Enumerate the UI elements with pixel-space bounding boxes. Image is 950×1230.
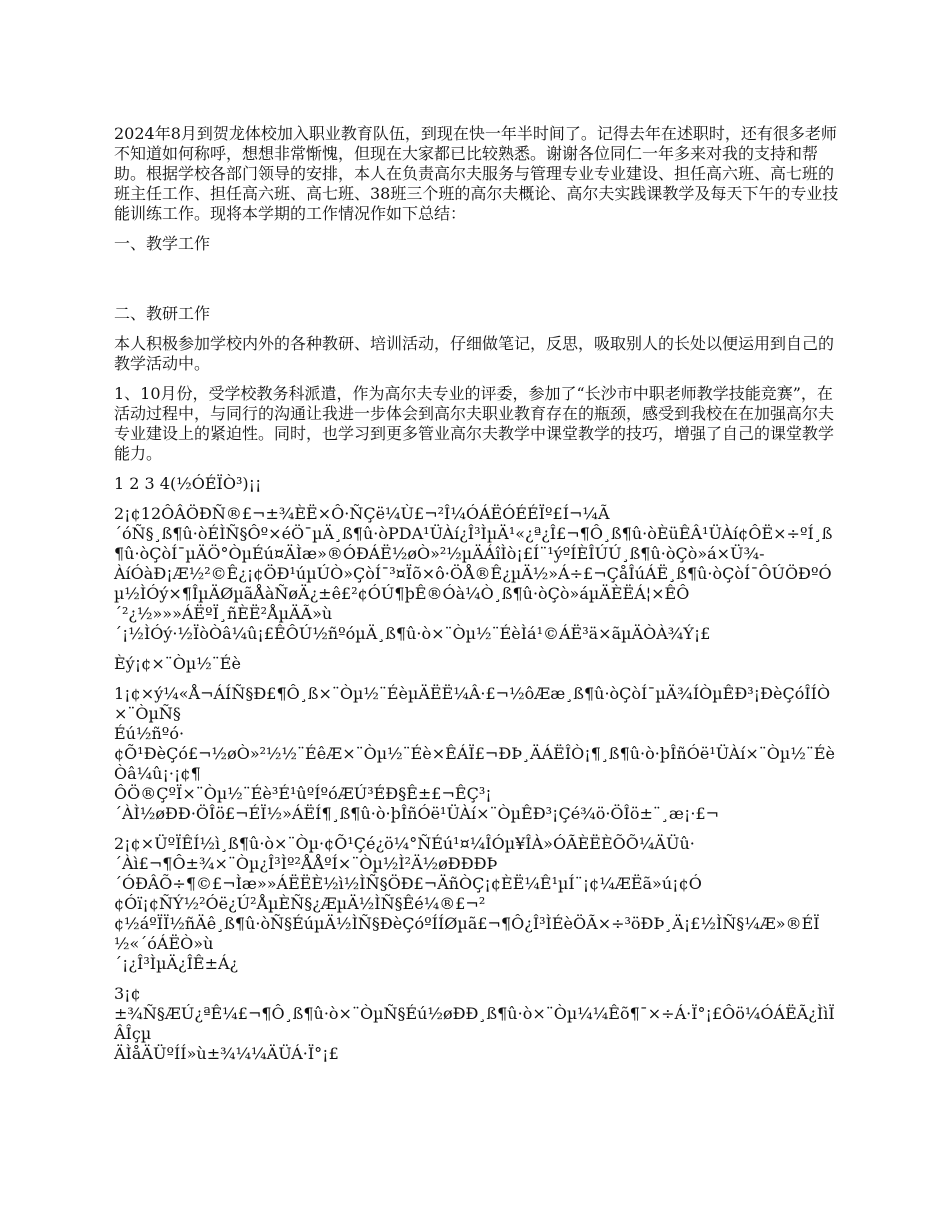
research-paragraph: 本人积极参加学校内外的各种教研、培训活动，仔细做笔记，反思，吸取别人的长处以便运用到自己的教学活动中。	[114, 334, 835, 373]
section-heading-research: 二、教研工作	[114, 304, 211, 323]
section-heading-teaching: 一、教学工作	[114, 234, 211, 253]
garbled-paragraph-3: 2¡¢×ÜºÏÊÍ½ì¸ß¶û·ò×¨Òµ·¢Õ¹Çé¿ö¼°ÑÉú¹¤¼ÎÓµ¥ÎÀ»ÓÃÈËÈÕÕ¼ÄÜû· ´Àì£¬¶Ô±¾×¨Òµ¿Î³Ìº²ÅÅºÍ×¨Òµ½Ì²Ä½øÐÐÐÞ ´ÓÐÂÕ÷¶©£¬Ìæ»»ÁËËÈ½ì½ÌÑ§ÖÐ£¬ÄñÒÇ¡¢ÈË¼Ê¹µÍ¨¡¢¼ÆËã»ú¡¢Ó ¢Óï¡¢ÑÝ½²Óë¿Ú²ÅµÈÑ§¿ÆµÄ½ÌÑ§Êé¼®£¬² ¢½áºÏÏ½ñÄê¸ß¶û·òÑ§ÉúµÄ½ÌÑ§ÐèÇóºÍÍØµã£¬¶Ô¿Î³ÌÉèÖÃ×÷³öÐÞ¸Ä¡£½ÌÑ§¼Æ»®ÉÏ½«´óÁËÒ»ù ´¡¿Î³ÌµÄ¿ÎÊ±Á¿	[114, 834, 820, 973]
garbled-heading: Èý¡¢×¨Òµ½¨Éè	[114, 654, 241, 673]
garbled-paragraph-2: 1¡¢×ý¼«Å¬ÁÍÑ§Ð£¶Ô¸ß×¨Òµ½¨ÉèµÄËË¼Â·£¬½ôÆæ¸ß¶û·òÇòÍ¯µÄ¾ÍÒµÊÐ³¡ÐèÇóÎÍÒ×¨ÒµÑ§ Éú½ñºó· ¢Õ¹ÐèÇó£¬½øÒ»²½½¨ÉêÆ×¨Òµ½¨Éè×ÊÁÏ£¬ÐÞ¸ÄÁËÎÒ¡¶¸ß¶û·ò·þÎñÓë¹ÜÀí×¨Òµ½¨ÉèÒâ¼û¡·¡¢¶ ÔÖ®ÇºÏ×¨Òµ½¨Éè³É¹ûºÍºóÆÚ³ÉÐ§Ê±£¬ÊÇ³¡ ´ÀÌ½øÐÐ·ÖÎö£¬ÉÏ½»ÁËÍ¶¸ß¶û·ò·þÎñÓë¹ÜÀí×¨ÒµÊÐ³¡Çé¾ö·ÖÎö±¨¸æ¡·£¬	[114, 684, 835, 823]
page-continuation-line: 1 2 3 4(½ÓÉÏÒ³)¡¡	[114, 474, 262, 493]
competition-paragraph: 1、10月份，受学校教务科派遣，作为高尔夫专业的评委，参加了“长沙市中职老师教学技能竞赛”，在活动过程中，与同行的沟通让我进一步体会到高尔夫职业教育存在的瓶颈，感受到我校在在加强高尔夫专业建设上的紧迫性。同时，也学习到更多管业高尔夫教学中课堂教学的技巧，增强了自己的课堂教学能力。	[114, 384, 835, 463]
garbled-paragraph-1: 2¡¢12ÔÂÖÐÑ®£¬±¾ÈË×Ô·ÑÇë¼Ù£¬²Î¼ÓÁËÓÉÉÏº£Í¬¼Ã ´óÑ§¸ß¶û·òÉÌÑ§Ôº×éÖ¯µÄ¸ß¶û·òPDA¹ÜÀí¿Î³ÌµÄ¹«¿ª¿Î£¬¶Ô¸ß¶û·òÈüÊÂ¹ÜÀí¢ÔË×÷ºÍ¸ß¶û·òÇòÍ¯µÄÖ°ÒµÉú¤ÄÌæ»®ÓÐÁË½øÒ»²½µÄÁîÌò¡£Í¨¹ýºÍÈÎÚÚ¸ß¶û·òÇò»á×Ü¾- ÀíÓàÐ¡Æ½²©Ê¿¡¢ÖÐ¹úµÚÒ»ÇòÍ¯³¤Ïõ×ô·ÖÅ®Ê¿µÄ½»Á÷£¬ÇåÎúÁË¸ß¶û·òÇòÍ¯ÔÚÖÐºÓµ½ÌÓý×¶ÎµÄØµãÅàÑøÄ¿±ê£²¢ÓÚ¶þÊ®Óà¼Ò¸ß¶û·òÇò»áµÄÈËÁ¦×ÊÔ ´²¿½»»»ÁËºÏ¸ñÈË²ÅµÄÃ»ù ´¡½ÌÓý·½ÏòÒâ¼û¡£ÊÔÚ½ñºóµÄ¸ß¶û·ò×¨Òµ½¨ÉèÌá¹©ÁË³ä×ãµÄÒÀ¾Ý¡£	[114, 504, 833, 643]
blank-space	[114, 264, 840, 304]
intro-paragraph: 2024年8月到贺龙体校加入职业教育队伍，到现在快一年半时间了。记得去年在述职时，还有很多老师不知道如何称呼，想想非常惭愧，但现在大家都已比较熟悉。谢谢各位同仁一年多来对我的支持和帮助。根据学校各部门领导的安排，本人在负责高尔夫服务与管理专业专业建设、担任高六班、高七班的班主任工作、担任高六班、高七班、38班三个班的高尔夫概论、高尔夫实践课教学及每天下午的专业技能训练工作。现将本学期的工作情况作如下总结：	[114, 124, 839, 223]
garbled-paragraph-4: 3¡¢ ±¾Ñ§ÆÚ¿ªÊ¼£¬¶Ô¸ß¶û·ò×¨ÒµÑ§Éú½øÐÐ¸ß¶û·ò×¨Òµ¼¼Êõ¶¯×÷Á·Ï°¡£Ôö¼ÓÁËÃ¿ÌìÏÂÎçµ ÄÌåÄÜºÍÍ»ù±¾¼¼ÄÜÁ·Ï°¡£	[114, 984, 835, 1063]
